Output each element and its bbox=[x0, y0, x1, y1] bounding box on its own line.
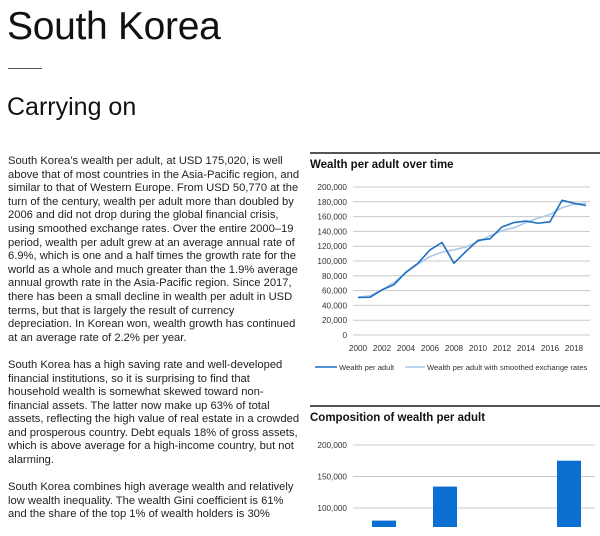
y-tick-label: 140,000 bbox=[317, 227, 347, 237]
y-tick-label: 150,000 bbox=[317, 472, 347, 482]
y-tick-label: 180,000 bbox=[317, 197, 347, 207]
bar-chart-title: Composition of wealth per adult bbox=[310, 412, 486, 424]
legend-label-wealth: Wealth per adult bbox=[339, 363, 395, 372]
body-text-column bbox=[8, 155, 300, 536]
x-tick-label: 2000 bbox=[348, 344, 368, 353]
y-tick-label: 160,000 bbox=[317, 212, 347, 222]
bar bbox=[372, 521, 396, 527]
bar-chart-composition bbox=[310, 405, 600, 513]
section-subtitle: Carrying on bbox=[7, 93, 137, 121]
chart-top-rule bbox=[310, 152, 600, 154]
bar bbox=[557, 461, 581, 527]
line-chart-plot bbox=[305, 174, 595, 399]
legend-label-smoothed: Wealth per adult with smoothed exchange rates bbox=[427, 363, 588, 372]
x-tick-label: 2016 bbox=[540, 344, 560, 353]
y-tick-label: 200,000 bbox=[317, 441, 347, 450]
x-tick-label: 2018 bbox=[564, 344, 584, 353]
y-tick-label: 100,000 bbox=[317, 257, 347, 266]
x-tick-label: 2008 bbox=[444, 344, 464, 353]
x-tick-label: 2012 bbox=[492, 344, 512, 353]
x-tick-label: 2004 bbox=[396, 344, 416, 353]
page-title: South Korea bbox=[7, 5, 221, 48]
paragraph-3: South Korea combines high average wealth and relatively low wealth inequality. The wealth Gini coefficient is 61% and the share of the top 1% of wealth holders is 30% bbox=[8, 481, 294, 521]
paragraph-1: South Korea’s wealth per adult, at USD 175,020, is well above that of most countries in the Asia-Pacific region, and similar to that of Western Europe. From USD 50,770 at the turn of the century, wealth per adult more than doubled by 2006 and did not drop during the global financial crisis, using smoothed exchange rates. Over the entire 2000–19 period, wealth per adult grew at an average annual rate of 6.9%, which is one and a half times the growth rate for the world as a whole and much greater than the 1.9% average annual growth rate in the Asia-Pacific region. Since 2017, there has been a small decline in wealth per adult in USD terms, but that is largely the result of currency depreciation. In Korean won, wealth growth has continued at an average rate of 2.2% per year. bbox=[8, 155, 300, 344]
paragraph-2: South Korea has a high saving rate and well-developed financial institutions, so it is surprising to find that household wealth is somewhat skewed toward non-financial assets. The latter now make up 63% of total assets, reflecting the high value of real estate in a crowded and prosperous country. Debt equals 18% of gross assets, which is above average for a high-income country, but not alarming. bbox=[8, 358, 300, 467]
y-tick-label: 80,000 bbox=[321, 271, 347, 281]
y-tick-label: 40,000 bbox=[321, 301, 347, 311]
y-tick-label: 100,000 bbox=[317, 504, 347, 513]
y-tick-label: 20,000 bbox=[321, 316, 347, 326]
x-tick-label: 2014 bbox=[516, 344, 536, 353]
y-tick-label: 120,000 bbox=[317, 242, 347, 252]
chart-top-rule bbox=[310, 405, 600, 407]
x-tick-label: 2010 bbox=[468, 344, 488, 353]
x-tick-label: 2006 bbox=[420, 344, 440, 353]
bar bbox=[433, 487, 457, 527]
bar-chart-plot bbox=[305, 427, 595, 527]
x-tick-label: 2002 bbox=[372, 344, 392, 353]
line-chart-title: Wealth per adult over time bbox=[310, 159, 454, 171]
y-tick-label: 200,000 bbox=[317, 183, 347, 192]
title-divider bbox=[8, 68, 42, 69]
line-chart-wealth-over-time bbox=[310, 152, 600, 372]
y-tick-label: 0 bbox=[342, 331, 347, 340]
y-tick-label: 60,000 bbox=[321, 286, 347, 296]
